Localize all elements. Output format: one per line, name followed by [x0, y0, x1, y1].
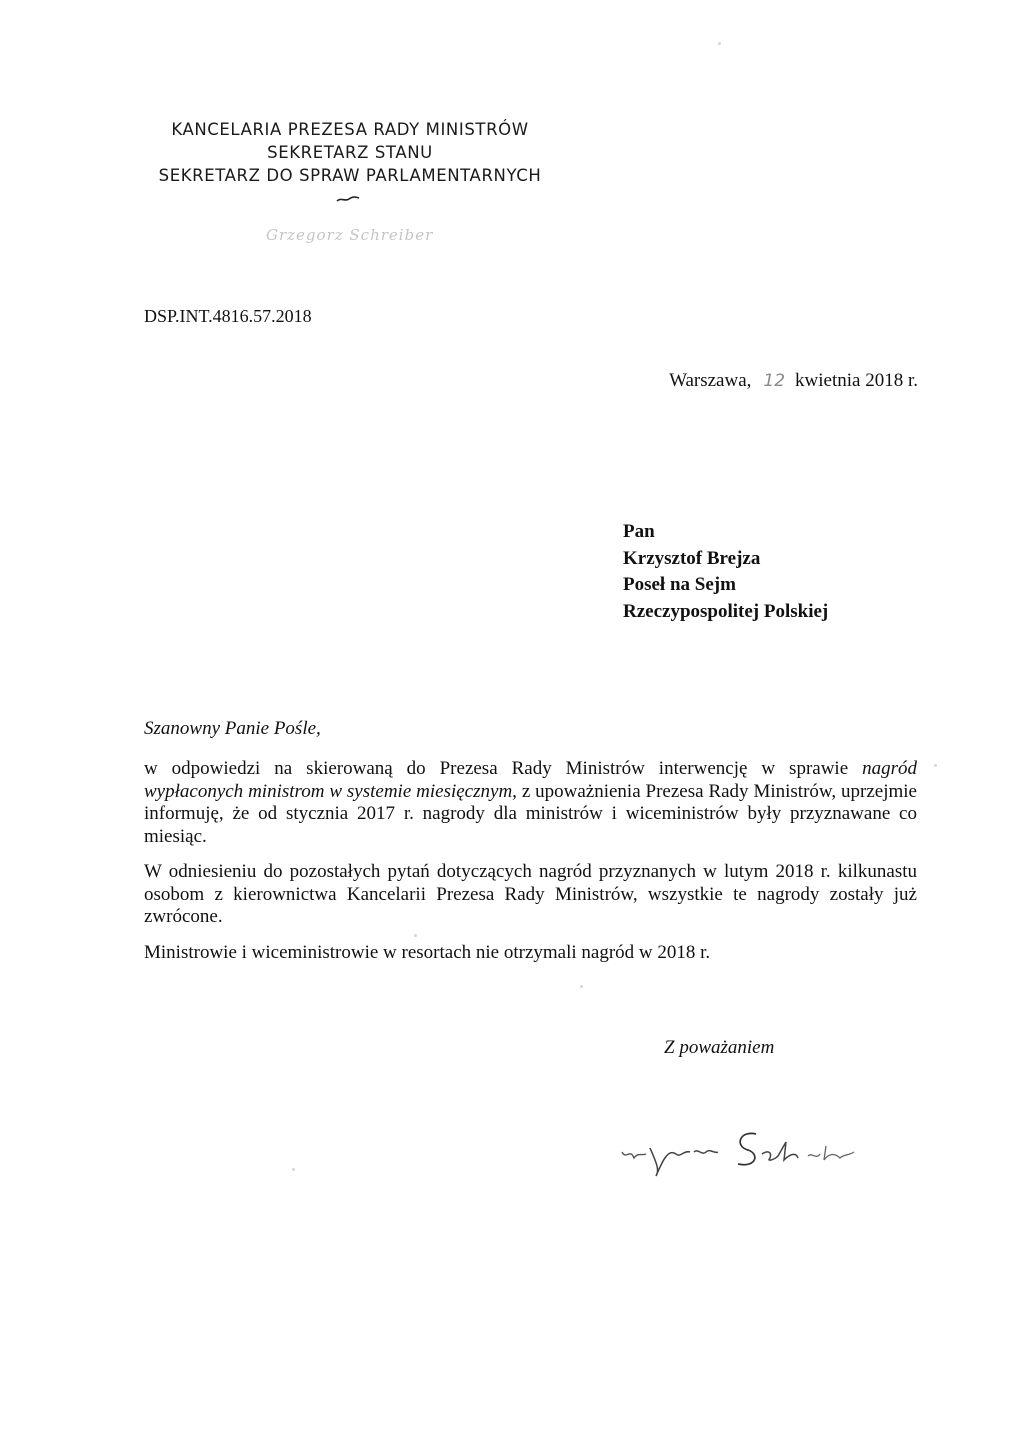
recipient-line-3: Poseł na Sejm	[623, 574, 736, 595]
recipient-line-2: Krzysztof Brejza	[623, 547, 761, 569]
letterhead	[140, 118, 560, 187]
scan-speck	[718, 42, 721, 45]
recipient-block	[623, 519, 828, 625]
dateline-month-year: kwietnia 2018 r.	[795, 370, 918, 391]
letterhead-department: SEKRETARZ DO SPRAW PARLAMENTARNYCH	[158, 166, 542, 185]
closing: Z poważaniem	[664, 1037, 775, 1058]
body-emphasis: nagród wypłaconych ministrom w systemie miesięcznym,	[144, 758, 917, 802]
dateline-day: 12	[763, 371, 786, 391]
initial-mark-icon	[336, 194, 360, 204]
letterhead-office: KANCELARIA PREZESA RADY MINISTRÓW	[171, 120, 529, 139]
scan-speck	[934, 764, 937, 767]
dateline	[669, 370, 918, 392]
scan-speck	[580, 985, 583, 988]
body-paragraph-3: Ministrowie i wiceministrowie w resortach nie otrzymali nagród w 2018 r.	[144, 941, 711, 963]
letterhead-title: SEKRETARZ STANU	[267, 143, 433, 162]
scan-speck	[414, 934, 417, 937]
body-paragraph-2: W odniesieniu do pozostałych pytań dotyczących nagród przyznanych w lutym 2018 r. kilkunastu osobom z kierownictwa Kancelarii Prezesa Rady Ministrów, wszystkie te nagrody zostały już zwrócone.	[144, 861, 917, 927]
dateline-city: Warszawa,	[669, 370, 752, 391]
reference-number: DSP.INT.4816.57.2018	[144, 306, 312, 326]
signature-icon	[610, 1122, 860, 1182]
faded-stamp-name: Grzegorz Schreiber	[266, 226, 434, 244]
scan-speck	[292, 1168, 295, 1171]
salutation: Szanowny Panie Pośle,	[144, 718, 321, 739]
recipient-line-4: Rzeczypospolitej Polskiej	[623, 600, 829, 622]
letter-body	[144, 758, 917, 977]
recipient-line-1: Pan	[623, 521, 655, 542]
body-paragraph-1: w odpowiedzi na skierowaną do Prezesa Rady Ministrów interwencję w sprawie nagród wypłaconych ministrom w systemie miesięcznym, z upoważnienia Prezesa Rady Ministrów, uprzejmie informuję, że od stycznia 2017 r. nagrody dla ministrów i wiceministrów były przyznawane co miesiąc.	[144, 758, 917, 847]
